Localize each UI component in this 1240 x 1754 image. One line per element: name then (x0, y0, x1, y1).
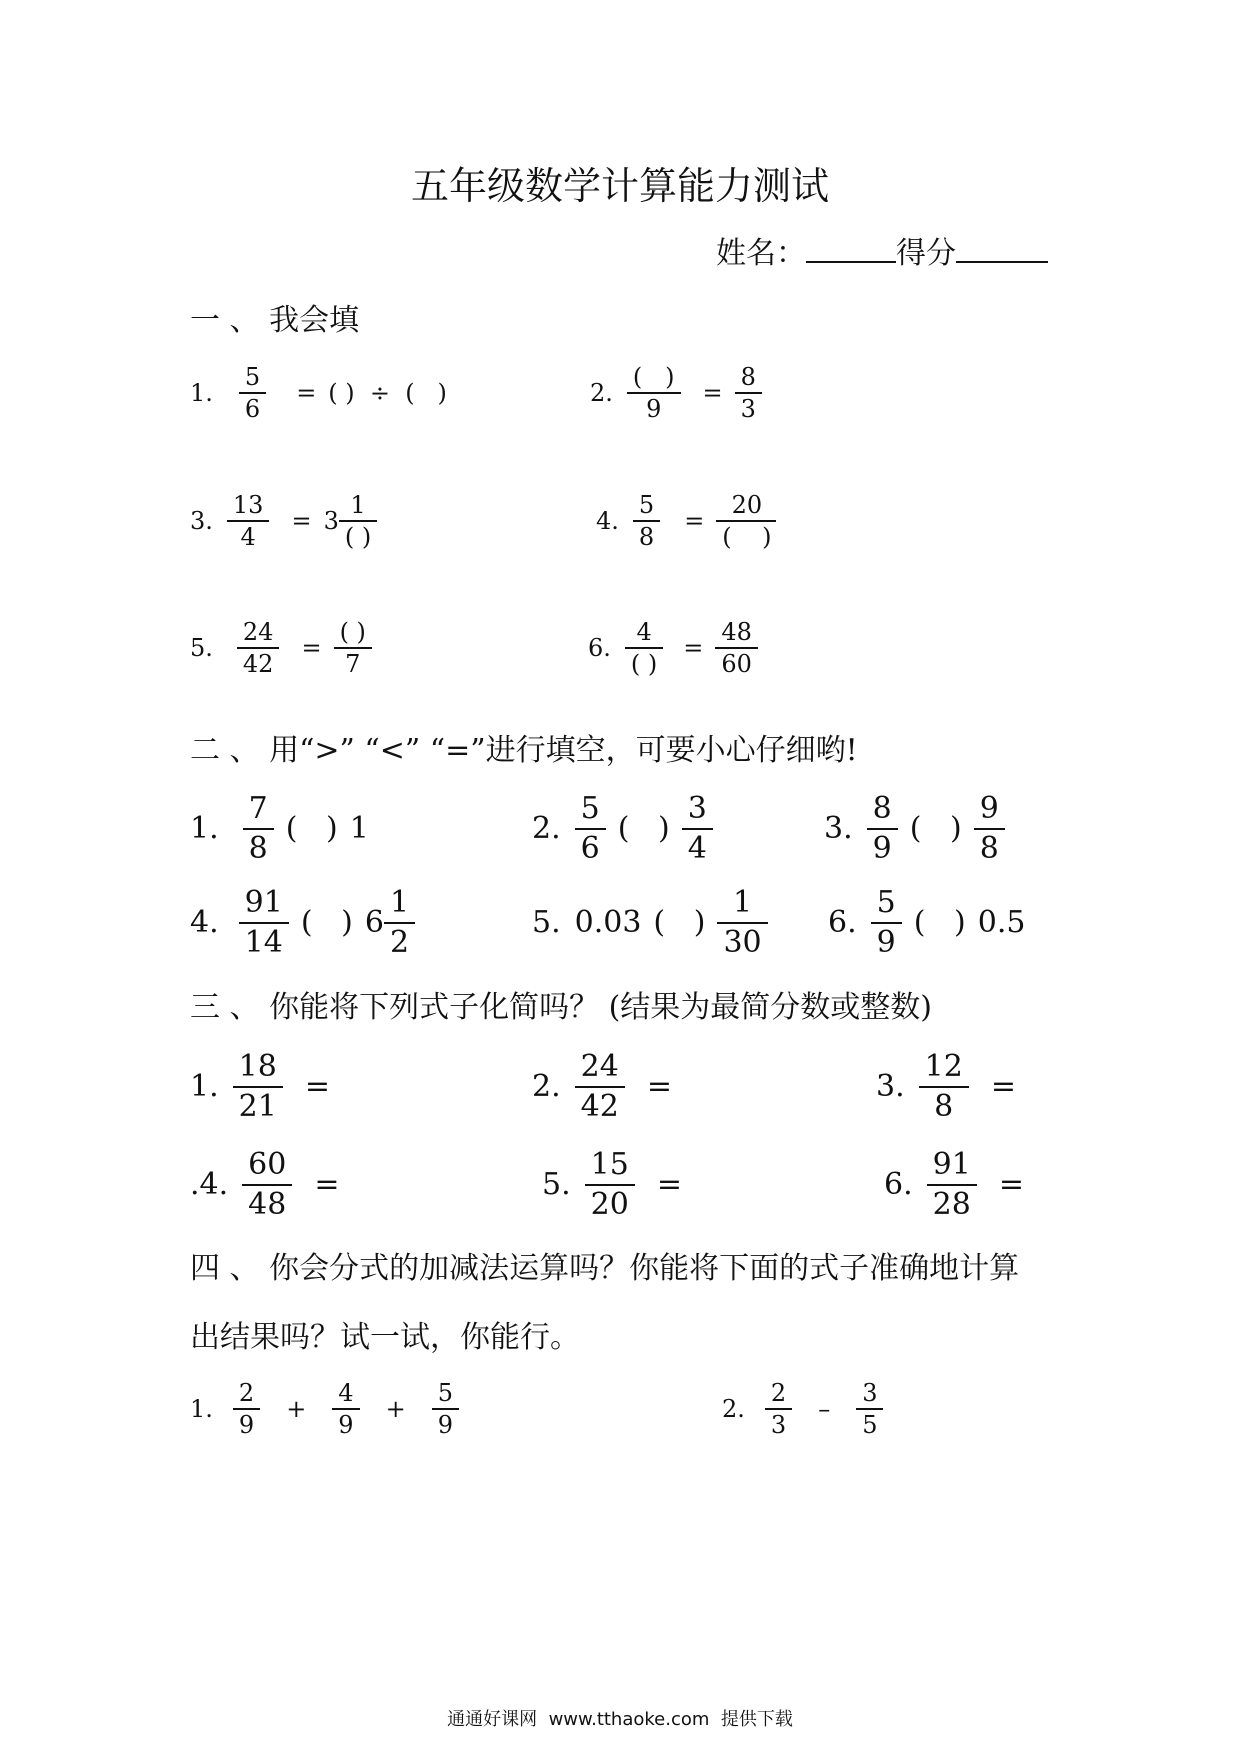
section1-heading: 一 、 我会填 (190, 303, 360, 338)
score-blank[interactable] (956, 261, 1048, 263)
s2-question-5: 5. 0.03 ( ) $\frac{1}{30}$ (532, 884, 768, 961)
s2-question-4: 4. $\frac{91}{14}$ ( ) 6 $\frac{1}{2}$ (190, 884, 415, 961)
s1-question-6: 6. $\frac{4}{( )}$ = $\frac{48}{60}$ (588, 617, 758, 679)
fraction[interactable]: $\frac{( )}{9}$ (627, 362, 681, 424)
s2-question-3: 3. $\frac{8}{9}$ ( ) $\frac{9}{8}$ (824, 790, 1005, 867)
s1-question-1: 1. $\frac{5}{6}$ = ( ) ÷ ( ) (190, 363, 447, 423)
s3-question-3: 3. $\frac{12}{8}$ = (876, 1049, 1016, 1124)
fraction: $\frac{13}{4}$ (227, 490, 270, 552)
s1-question-2: 2. $\frac{( )}{9}$ = $\frac{8}{3}$ (590, 362, 762, 424)
answer-blank[interactable]: ( ) ÷ ( ) (328, 379, 447, 407)
score-label: 得分 (896, 236, 956, 271)
fraction: $\frac{48}{60}$ (715, 617, 758, 679)
s4-question-2: 2. $\frac{2}{3}$ – $\frac{3}{5}$ (722, 1378, 883, 1440)
section4-heading-line1: 四 、 你会分式的加减法运算吗？你能将下面的式子准确地计算 (190, 1251, 1020, 1286)
s3-question-5: 5. $\frac{15}{20}$ = (542, 1147, 682, 1222)
s3-question-4: .4. $\frac{60}{48}$ = (190, 1147, 340, 1222)
footer-credit: 通通好课网 www.tthaoke.com 提供下载 (447, 1709, 793, 1730)
s1-question-3: 3. $\frac{13}{4}$ = 3 $\frac{1}{( )}$ (190, 490, 377, 552)
s2-question-6: 6. $\frac{5}{9}$ ( ) 0.5 (828, 885, 1026, 960)
fraction[interactable]: $\frac{4}{( )}$ (625, 617, 663, 679)
s2-question-1: 1. $\frac{7}{8}$ ( ) 1 (190, 791, 369, 866)
s3-question-2: 2. $\frac{24}{42}$ = (532, 1049, 672, 1124)
compare-blank[interactable]: ( ) (285, 811, 338, 846)
compare-blank[interactable]: ( ) (913, 905, 966, 940)
fraction: $\frac{8}{3}$ (735, 362, 762, 424)
fraction: $\frac{5}{8}$ (633, 490, 660, 552)
section2-heading: 二 、 用“>” “<” “=”进行填空，可要小心仔细哟! (190, 733, 858, 768)
fraction[interactable]: $\frac{20}{( )}$ (716, 490, 777, 552)
fraction[interactable]: $\frac{( )}{7}$ (334, 617, 372, 679)
name-score-line (716, 228, 1048, 272)
s2-question-2: 2. $\frac{5}{6}$ ( ) $\frac{3}{4}$ (532, 790, 713, 867)
s3-question-1: 1. $\frac{18}{21}$ = (190, 1049, 330, 1124)
section4-heading-line2: 出结果吗？试一试，你能行。 (190, 1320, 580, 1355)
section3-heading: 三 、 你能将下列式子化简吗？ (结果为最简分数或整数) (190, 990, 933, 1025)
s4-question-1: 1. $\frac{2}{9}$ + $\frac{4}{9}$ + $\frac{5}{9}$ (190, 1378, 459, 1440)
compare-blank[interactable]: ( ) (300, 905, 353, 940)
mixed-number[interactable]: 3 $\frac{1}{( )}$ (324, 490, 378, 552)
fraction: $\frac{24}{42}$ (237, 617, 280, 679)
page-title: 五年级数学计算能力测试 (410, 164, 829, 208)
compare-blank[interactable]: ( ) (617, 811, 670, 846)
s1-question-4: 4. $\frac{5}{8}$ = $\frac{20}{( )}$ (596, 490, 778, 552)
s3-question-6: 6. $\frac{91}{28}$ = (884, 1147, 1024, 1222)
name-blank[interactable] (806, 261, 896, 263)
compare-blank[interactable]: ( ) (909, 811, 962, 846)
name-label: 姓名： (716, 236, 806, 271)
s1-question-5: 5. $\frac{24}{42}$ = $\frac{( )}{7}$ (190, 617, 372, 679)
compare-blank[interactable]: ( ) (653, 905, 706, 940)
fraction: $\frac{5}{6}$ (239, 362, 266, 424)
